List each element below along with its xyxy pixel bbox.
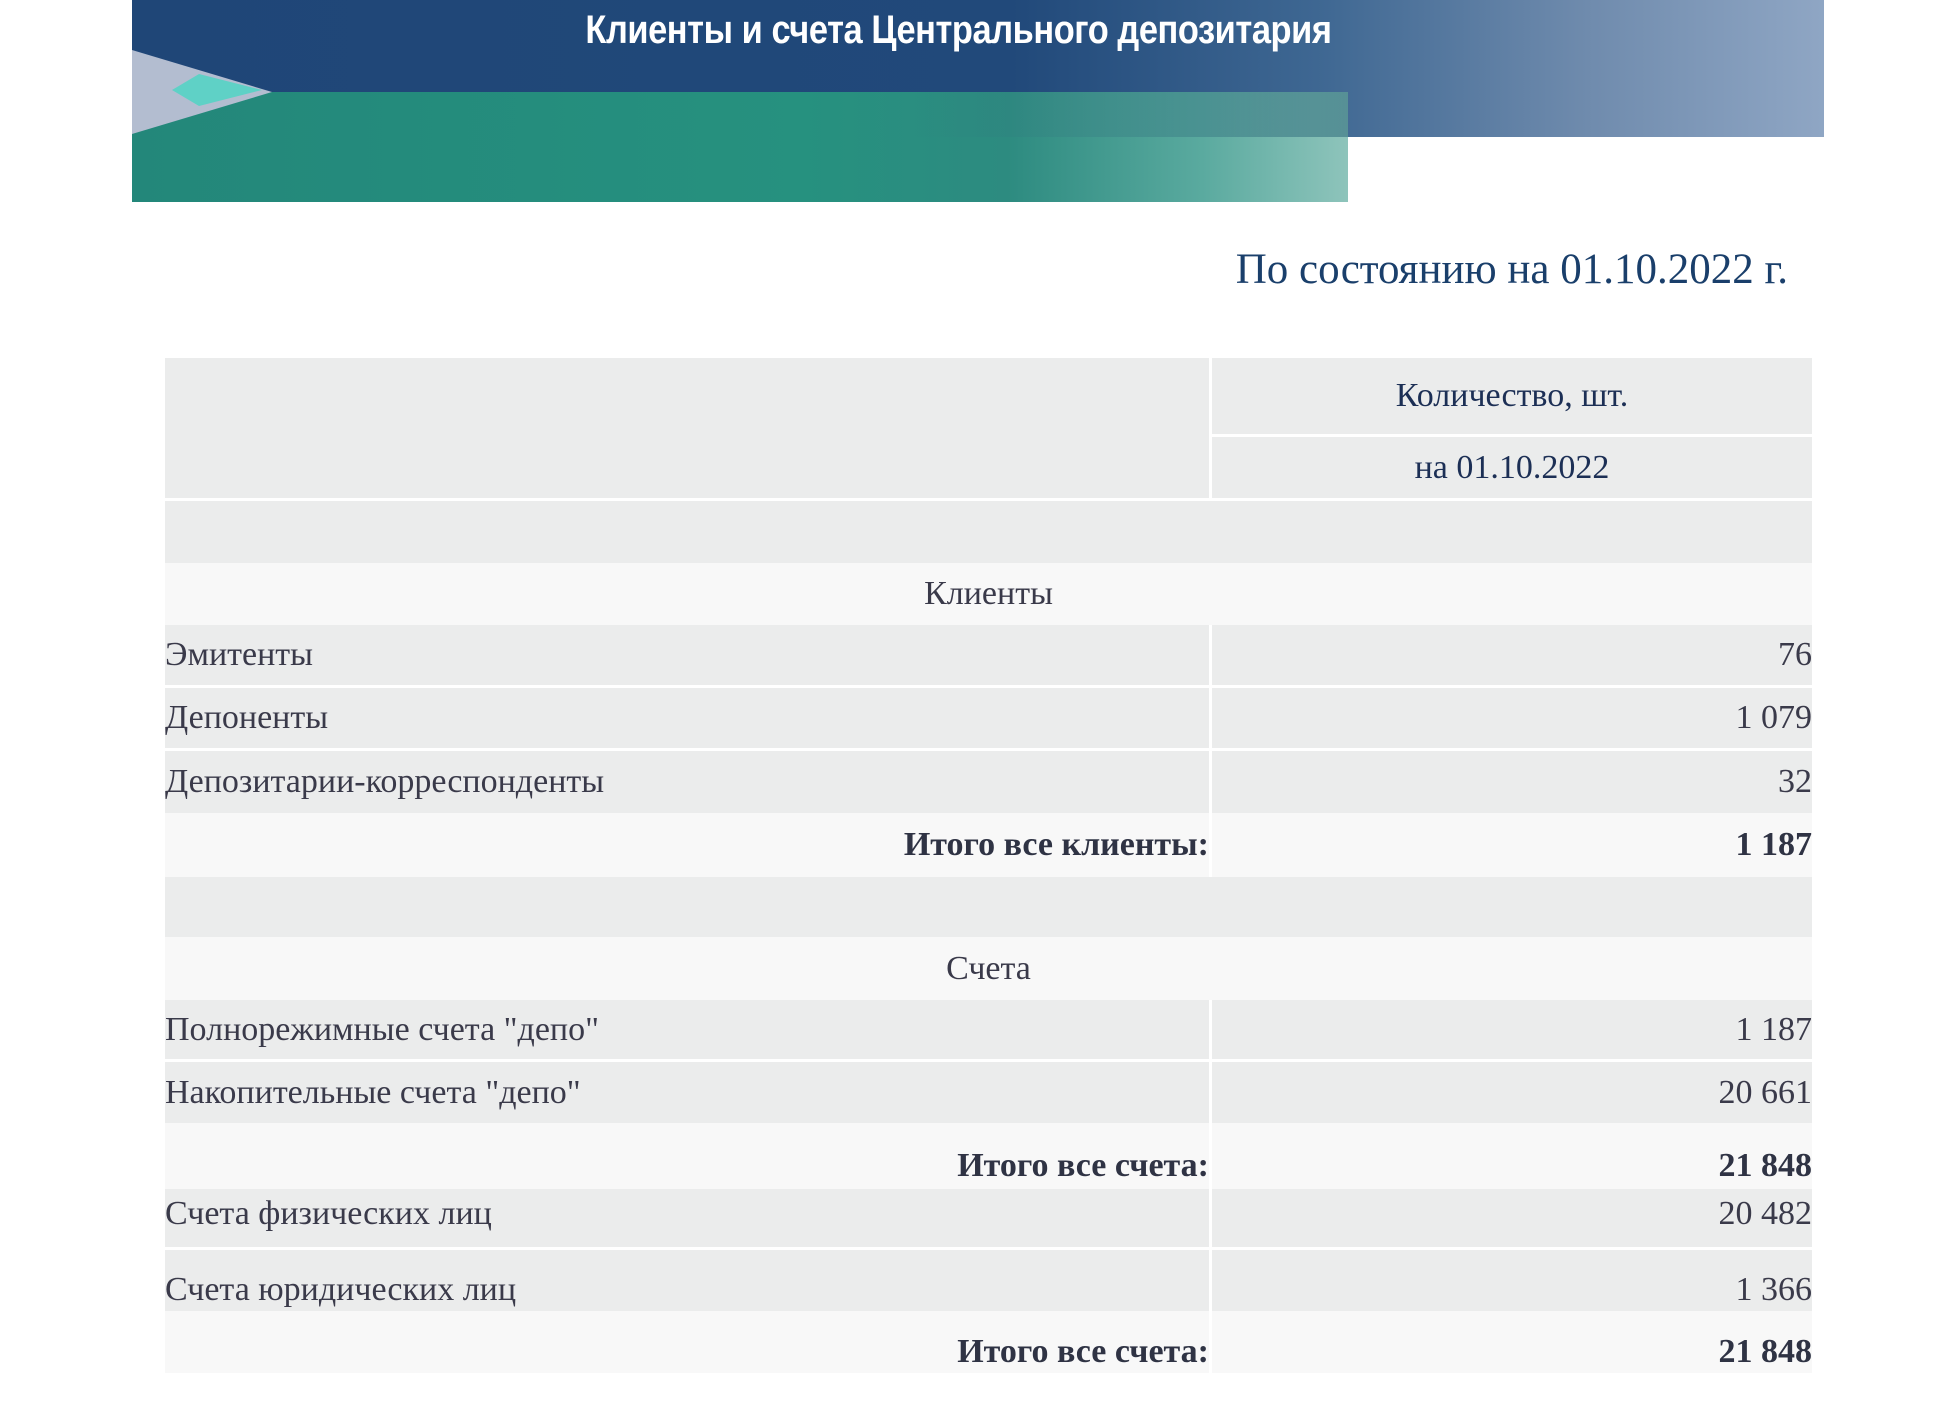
total-label: Итого все клиенты: — [165, 813, 1212, 877]
total-row-accounts — [165, 1123, 1812, 1189]
row-value: 20 661 — [1212, 1062, 1812, 1123]
total-row-accounts-by-holder — [165, 1311, 1812, 1373]
table-header-empty-cell — [165, 358, 1212, 498]
total-value: 21 848 — [1212, 1311, 1812, 1373]
table-row — [165, 1062, 1812, 1123]
table-row — [165, 1250, 1812, 1311]
total-value: 21 848 — [1212, 1123, 1812, 1189]
section-row-accounts — [165, 937, 1812, 1000]
blank-row — [165, 501, 1812, 563]
header-quantity: Количество, шт. — [1212, 358, 1812, 437]
row-label: Счета юридических лиц — [165, 1250, 1212, 1311]
header-date: на 01.10.2022 — [1212, 437, 1812, 498]
table-header-right — [1212, 358, 1812, 498]
row-value: 1 187 — [1212, 1000, 1812, 1059]
row-value: 20 482 — [1212, 1189, 1812, 1247]
table-row — [165, 688, 1812, 751]
row-label: Полнорежимные счета "депо" — [165, 1000, 1212, 1059]
blank-row — [165, 877, 1812, 937]
section-row-clients — [165, 563, 1812, 625]
row-value: 1 079 — [1212, 688, 1812, 748]
total-label: Итого все счета: — [165, 1311, 1212, 1373]
total-label: Итого все счета: — [165, 1123, 1212, 1189]
table-header-row — [165, 358, 1812, 498]
row-label: Депозитарии-корреспонденты — [165, 751, 1212, 813]
header-banner — [132, 0, 1824, 202]
table-row — [165, 1000, 1812, 1062]
row-value: 1 366 — [1212, 1250, 1812, 1311]
as-of-date: По состоянию на 01.10.2022 г. — [1235, 246, 1788, 293]
table-row — [165, 625, 1812, 688]
page-title: Клиенты и счета Центрального депозитария — [585, 8, 1332, 52]
row-label: Счета физических лиц — [165, 1189, 1212, 1247]
row-label: Накопительные счета "депо" — [165, 1062, 1212, 1123]
table-row — [165, 1189, 1812, 1250]
row-value: 76 — [1212, 625, 1812, 685]
total-row-clients — [165, 813, 1812, 877]
section-title-clients: Клиенты — [165, 563, 1812, 625]
row-label: Депоненты — [165, 688, 1212, 748]
row-value: 32 — [1212, 751, 1812, 813]
table-row — [165, 751, 1812, 813]
row-label: Эмитенты — [165, 625, 1212, 685]
section-title-accounts: Счета — [165, 937, 1812, 1000]
banner-green-shade — [912, 92, 1348, 137]
total-value: 1 187 — [1212, 813, 1812, 877]
